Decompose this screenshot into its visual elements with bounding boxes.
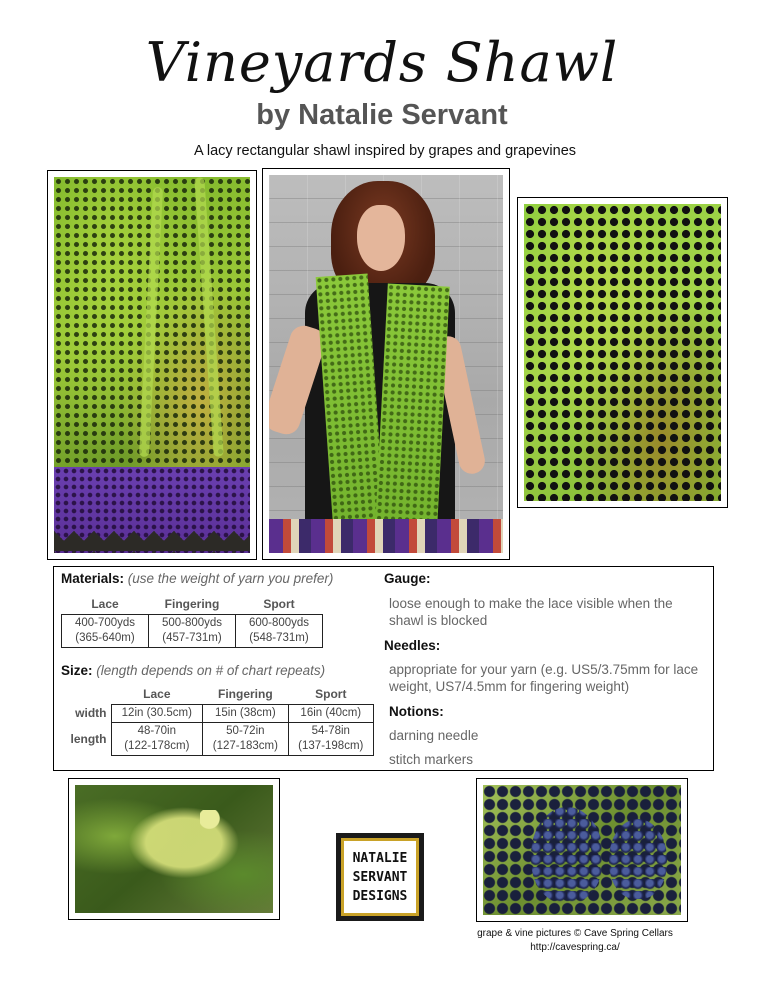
materials-col-fingering: Fingering (164, 597, 220, 611)
pattern-info-box (53, 566, 714, 771)
gauge-heading: Gauge: (384, 571, 431, 586)
model-photo (262, 168, 510, 560)
white-grapes-photo (68, 778, 280, 920)
lace-macro-photo (517, 197, 728, 508)
gauge-text: loose enough to make the lace visible when the shawl is blocked (389, 596, 673, 628)
size-length-lace: 48-70in (122-178cm) (111, 723, 203, 756)
materials-cell-sport: 600-800yds (548-731m) (236, 615, 323, 648)
shawl-detail-photo (47, 170, 257, 560)
needles-text: appropriate for your yarn (e.g. US5/3.75mm for lace weight, US7/4.5mm for fingering weight) (389, 662, 699, 694)
size-note: (length depends on # of chart repeats) (96, 663, 326, 678)
size-heading: Size: (length depends on # of chart repeats) (61, 663, 326, 678)
materials-col-sport: Sport (263, 597, 295, 611)
size-width-sport: 16in (40cm) (288, 705, 373, 723)
red-grapes-photo (476, 778, 688, 922)
size-length-sport: 54-78in (137-198cm) (288, 723, 373, 756)
size-col-fingering: Fingering (218, 687, 273, 701)
pattern-subtitle: A lacy rectangular shawl inspired by grapes and grapevines (193, 143, 577, 159)
needles-heading: Needles: (384, 638, 441, 653)
photo-credit (430, 927, 720, 955)
materials-heading: Materials: (use the weight of yarn you prefer) (61, 571, 334, 586)
cave-spring-link[interactable]: http://cavespring.ca/ (530, 942, 620, 953)
pattern-author: by Natalie Servant (256, 99, 508, 131)
natalie-servant-designs-logo: NATALIE SERVANT DESIGNS (336, 833, 424, 921)
materials-note: (use the weight of yarn you prefer) (127, 571, 334, 586)
size-row-width-label: width (75, 706, 107, 720)
size-col-lace: Lace (143, 687, 171, 701)
notions-heading: Notions: (389, 704, 444, 719)
materials-cell-lace: 400-700yds (365-640m) (62, 615, 149, 648)
photo-credit-text: grape & vine pictures © Cave Spring Cellars (477, 928, 673, 939)
size-col-sport: Sport (315, 687, 347, 701)
size-width-fingering: 15in (38cm) (203, 705, 288, 723)
size-width-lace: 12in (30.5cm) (111, 705, 203, 723)
pattern-title: Vineyards Shawl (145, 31, 619, 94)
size-table (61, 684, 374, 756)
size-length-fingering: 50-72in (127-183cm) (203, 723, 288, 756)
notions-item-darning-needle: darning needle (389, 728, 479, 743)
notions-item-stitch-markers: stitch markers (389, 752, 474, 767)
materials-cell-fingering: 500-800yds (457-731m) (149, 615, 236, 648)
size-row-length-label: length (70, 731, 107, 746)
materials-table (61, 594, 323, 648)
materials-col-lace: Lace (91, 597, 119, 611)
